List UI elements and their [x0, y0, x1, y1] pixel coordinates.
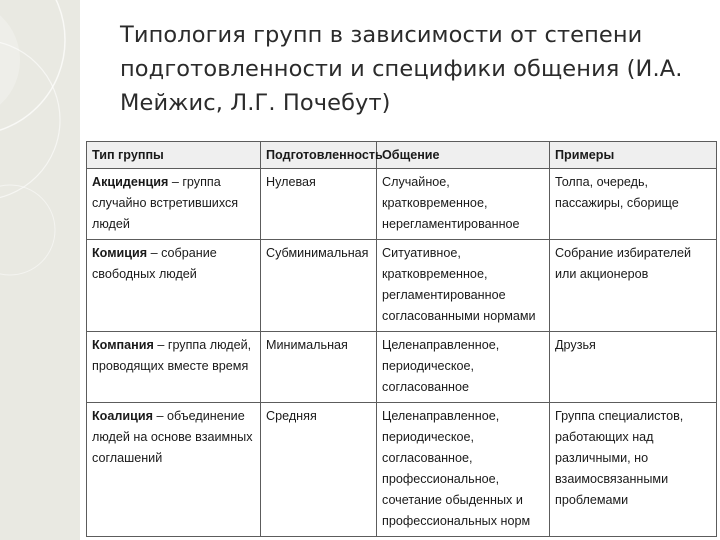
group-type-cell: [87, 403, 261, 537]
page-title: Типология групп в зависимости от степени подготовленности и специфики общения (И.А. Мейжис, Л.Г. Почебут): [120, 22, 683, 116]
group-typology-table: [86, 141, 717, 537]
table-row: [87, 240, 717, 332]
group-type-cell: [87, 332, 261, 403]
header-group-type: Тип группы: [87, 142, 261, 169]
examples-cell: Группа специалистов, работающих над различными, но взаимосвязанными проблемами: [550, 403, 717, 537]
communication-cell: Целенаправленное, периодическое, согласованное, профессиональное, сочетание обыденных и профессиональных норм: [377, 403, 550, 537]
preparedness-cell: Минимальная: [261, 332, 377, 403]
header-communication: Общение: [377, 142, 550, 169]
group-term: Комиция: [92, 246, 148, 260]
table-row: [87, 403, 717, 537]
group-type-cell: [87, 169, 261, 240]
group-definition: – объединение людей на основе взаимных соглашений: [92, 409, 253, 465]
preparedness-cell: Субминимальная: [261, 240, 377, 332]
group-term: Компания: [92, 338, 154, 352]
examples-cell: Друзья: [550, 332, 717, 403]
group-type-cell: [87, 240, 261, 332]
communication-cell: Ситуативное, кратковременное, регламентированное согласованными нормами: [377, 240, 550, 332]
group-definition: – собрание свободных людей: [92, 246, 217, 281]
group-term: Коалиция: [92, 409, 153, 423]
header-preparedness: Подготовленность: [261, 142, 377, 169]
communication-cell: Целенаправленное, периодическое, согласованное: [377, 332, 550, 403]
decorative-circles: [0, 0, 80, 540]
communication-cell: Случайное, кратковременное, нерегламентированное: [377, 169, 550, 240]
preparedness-cell: Нулевая: [261, 169, 377, 240]
table-row: [87, 169, 717, 240]
group-definition: – группа случайно встретившихся людей: [92, 175, 239, 231]
table-header-row: [87, 142, 717, 169]
preparedness-cell: Средняя: [261, 403, 377, 537]
decorative-side-band: [0, 0, 80, 540]
group-definition: – группа людей, проводящих вместе время: [92, 338, 252, 373]
examples-cell: Собрание избирателей или акционеров: [550, 240, 717, 332]
table-row: [87, 332, 717, 403]
header-examples: Примеры: [550, 142, 717, 169]
examples-cell: Толпа, очередь, пассажиры, сборище: [550, 169, 717, 240]
group-term: Акциденция: [92, 175, 169, 189]
